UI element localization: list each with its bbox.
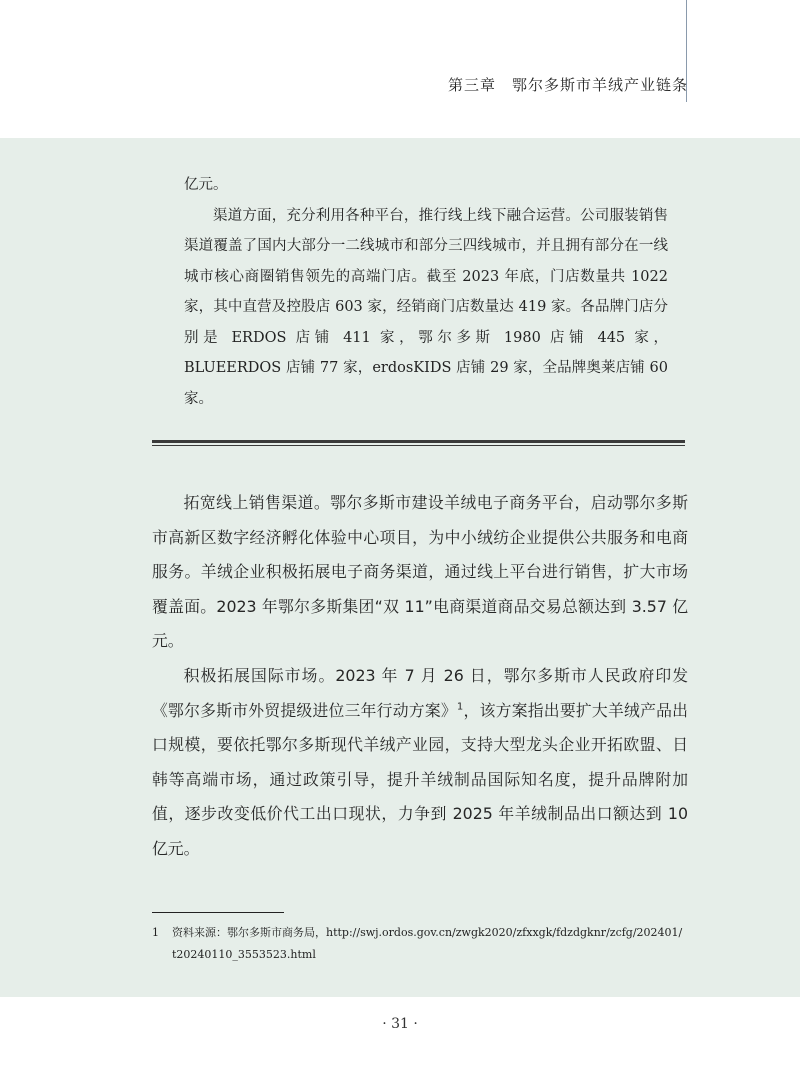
case-box-paragraph: 亿元。 — [184, 177, 228, 193]
footnote-reference[interactable]: 1 — [456, 701, 464, 713]
paragraph-text: 积极拓展国际市场。2023 年 7 月 26 日，鄂尔多斯市人民政府印发《鄂尔多斯市外贸提级进位三年行动方案》 — [152, 665, 688, 720]
rule-thick-line — [152, 440, 685, 443]
paragraph-online-sales: 拓宽线上销售渠道。鄂尔多斯市建设羊绒电子商务平台，启动鄂尔多斯市高新区数字经济孵化体验中心项目，为中小绒纺企业提供公共服务和电商服务。羊绒企业积极拓展电子商务渠道，通过线上平台进行销售，扩大市场覆盖面。2023 年鄂尔多斯集团“双 11”电商渠道商品交易总额达到 3.57 亿元。 — [152, 493, 688, 651]
footnote-separator — [152, 912, 284, 913]
paragraph-international-market — [152, 659, 688, 867]
paragraph-text: ，该方案指出要扩大羊绒产品出口规模，要依托鄂尔多斯现代羊绒产业园，支持大型龙头企业开拓欧盟、日韩等高端市场，通过政策引导，提升羊绒制品国际知名度，提升品牌附加值，逐步改变低价代工出口现状，力争到 2025 年羊绒制品出口额达到 10 亿元。 — [152, 700, 688, 858]
case-box — [184, 170, 668, 414]
case-box-paragraph: 渠道方面，充分利用各种平台，推行线上线下融合运营。公司服装销售渠道覆盖了国内大部分一二线城市和部分三四线城市，并且拥有部分在一线城市核心商圈销售领先的高端门店。截至 2023 年底，门店数量共 1022 家，其中直营及控股店 603 家，经销商门店数量达 419 家。各品牌门店分别是 ERDOS 店铺 411 家，鄂尔多斯 1980 店铺 445 家，BLUEERDOS 店铺 77 家，erdosKIDS 店铺 29 家，全品牌奥莱店铺 60 家。 — [184, 207, 668, 407]
chapter-title: 第三章 鄂尔多斯市羊绒产业链条 — [447, 76, 688, 94]
case-box-bottom-rule — [152, 440, 685, 446]
page-number: · 31 · — [382, 1016, 418, 1032]
footnote-url-continuation: t20240110_3553523.html — [172, 948, 316, 961]
footnote-source: 资料来源：鄂尔多斯市商务局，http://swj.ordos.gov.cn/zwgk2020/zfxxgk/fdzdgknr/zcfg/202401/ — [172, 926, 683, 939]
footnote-number: 1 — [152, 926, 159, 939]
main-text — [152, 486, 688, 867]
rule-thin-line — [152, 445, 685, 446]
footnote — [152, 922, 688, 966]
